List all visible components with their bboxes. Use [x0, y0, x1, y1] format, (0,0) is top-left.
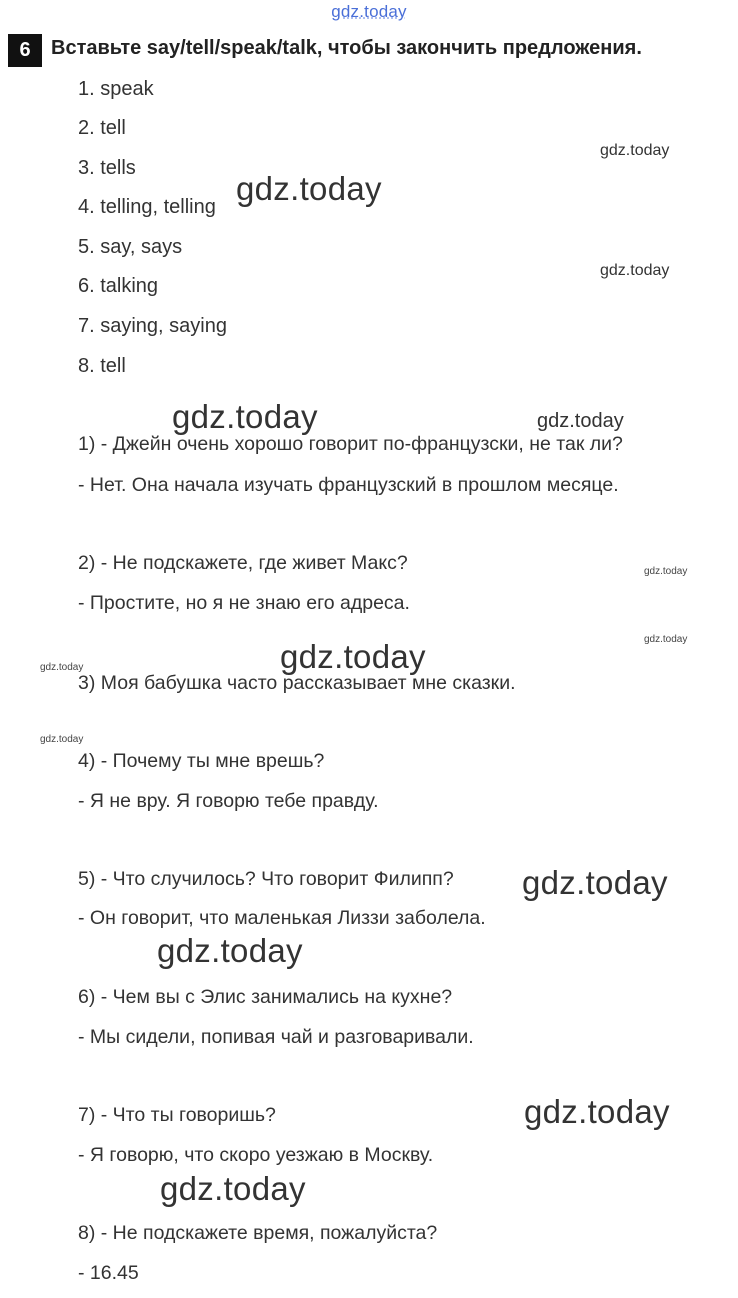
answer-item: 4. telling, telling [78, 196, 216, 218]
watermark-text: gdz.today [600, 142, 670, 159]
watermark-text: gdz.today [280, 638, 426, 675]
answer-item: 2. tell [78, 117, 126, 139]
watermark-text: gdz.today [236, 170, 382, 207]
translation-line: - 16.45 [78, 1262, 139, 1284]
watermark-text: gdz.today [537, 410, 624, 432]
translation-line: 6) - Чем вы с Элис занимались на кухне? [78, 986, 453, 1008]
translation-line: 8) - Не подскажете время, пожалуйста? [78, 1222, 438, 1244]
answer-item: 5. say, says [78, 236, 183, 258]
watermark-text: gdz.today [40, 662, 84, 673]
answer-item: 8. tell [78, 355, 126, 377]
answer-item: 7. saying, saying [78, 315, 227, 337]
translation-line: 4) - Почему ты мне врешь? [78, 750, 325, 772]
answer-item: 1. speak [78, 78, 154, 100]
translation-line: - Нет. Она начала изучать французский в прошлом месяце. [78, 474, 619, 496]
watermark-text: gdz.today [157, 932, 303, 969]
translation-line: 1) - Джейн очень хорошо говорит по-французски, не так ли? [78, 433, 623, 455]
watermark-text: gdz.today [644, 634, 688, 645]
translation-line: - Я не вру. Я говорю тебе правду. [78, 790, 379, 812]
watermark-text: gdz.today [644, 566, 688, 577]
translation-line: 5) - Что случилось? Что говорит Филипп? [78, 868, 454, 890]
watermark-text: gdz.today [160, 1170, 306, 1207]
translation-line: 7) - Что ты говоришь? [78, 1104, 276, 1126]
translation-line: - Он говорит, что маленькая Лиззи заболела. [78, 907, 486, 929]
translation-line: - Я говорю, что скоро уезжаю в Москву. [78, 1144, 434, 1166]
watermark-text: gdz.today [600, 262, 670, 279]
top-watermark: gdz.today [331, 2, 407, 21]
translation-line: - Простите, но я не знаю его адреса. [78, 592, 410, 614]
translation-line: 3) Моя бабушка часто рассказывает мне сказки. [78, 672, 516, 694]
watermark-text: gdz.today [522, 864, 668, 901]
watermark-text: gdz.today [524, 1093, 670, 1130]
answer-item: 3. tells [78, 157, 136, 179]
translation-line: 2) - Не подскажете, где живет Макс? [78, 552, 408, 574]
watermark-text: gdz.today [172, 398, 318, 435]
exercise-instruction: Вставьте say/tell/speak/talk, чтобы закончить предложения. [51, 37, 642, 59]
watermark-text: gdz.today [40, 734, 84, 745]
exercise-number-badge: 6 [8, 34, 42, 67]
answer-item: 6. talking [78, 275, 159, 297]
translation-line: - Мы сидели, попивая чай и разговаривали. [78, 1026, 474, 1048]
